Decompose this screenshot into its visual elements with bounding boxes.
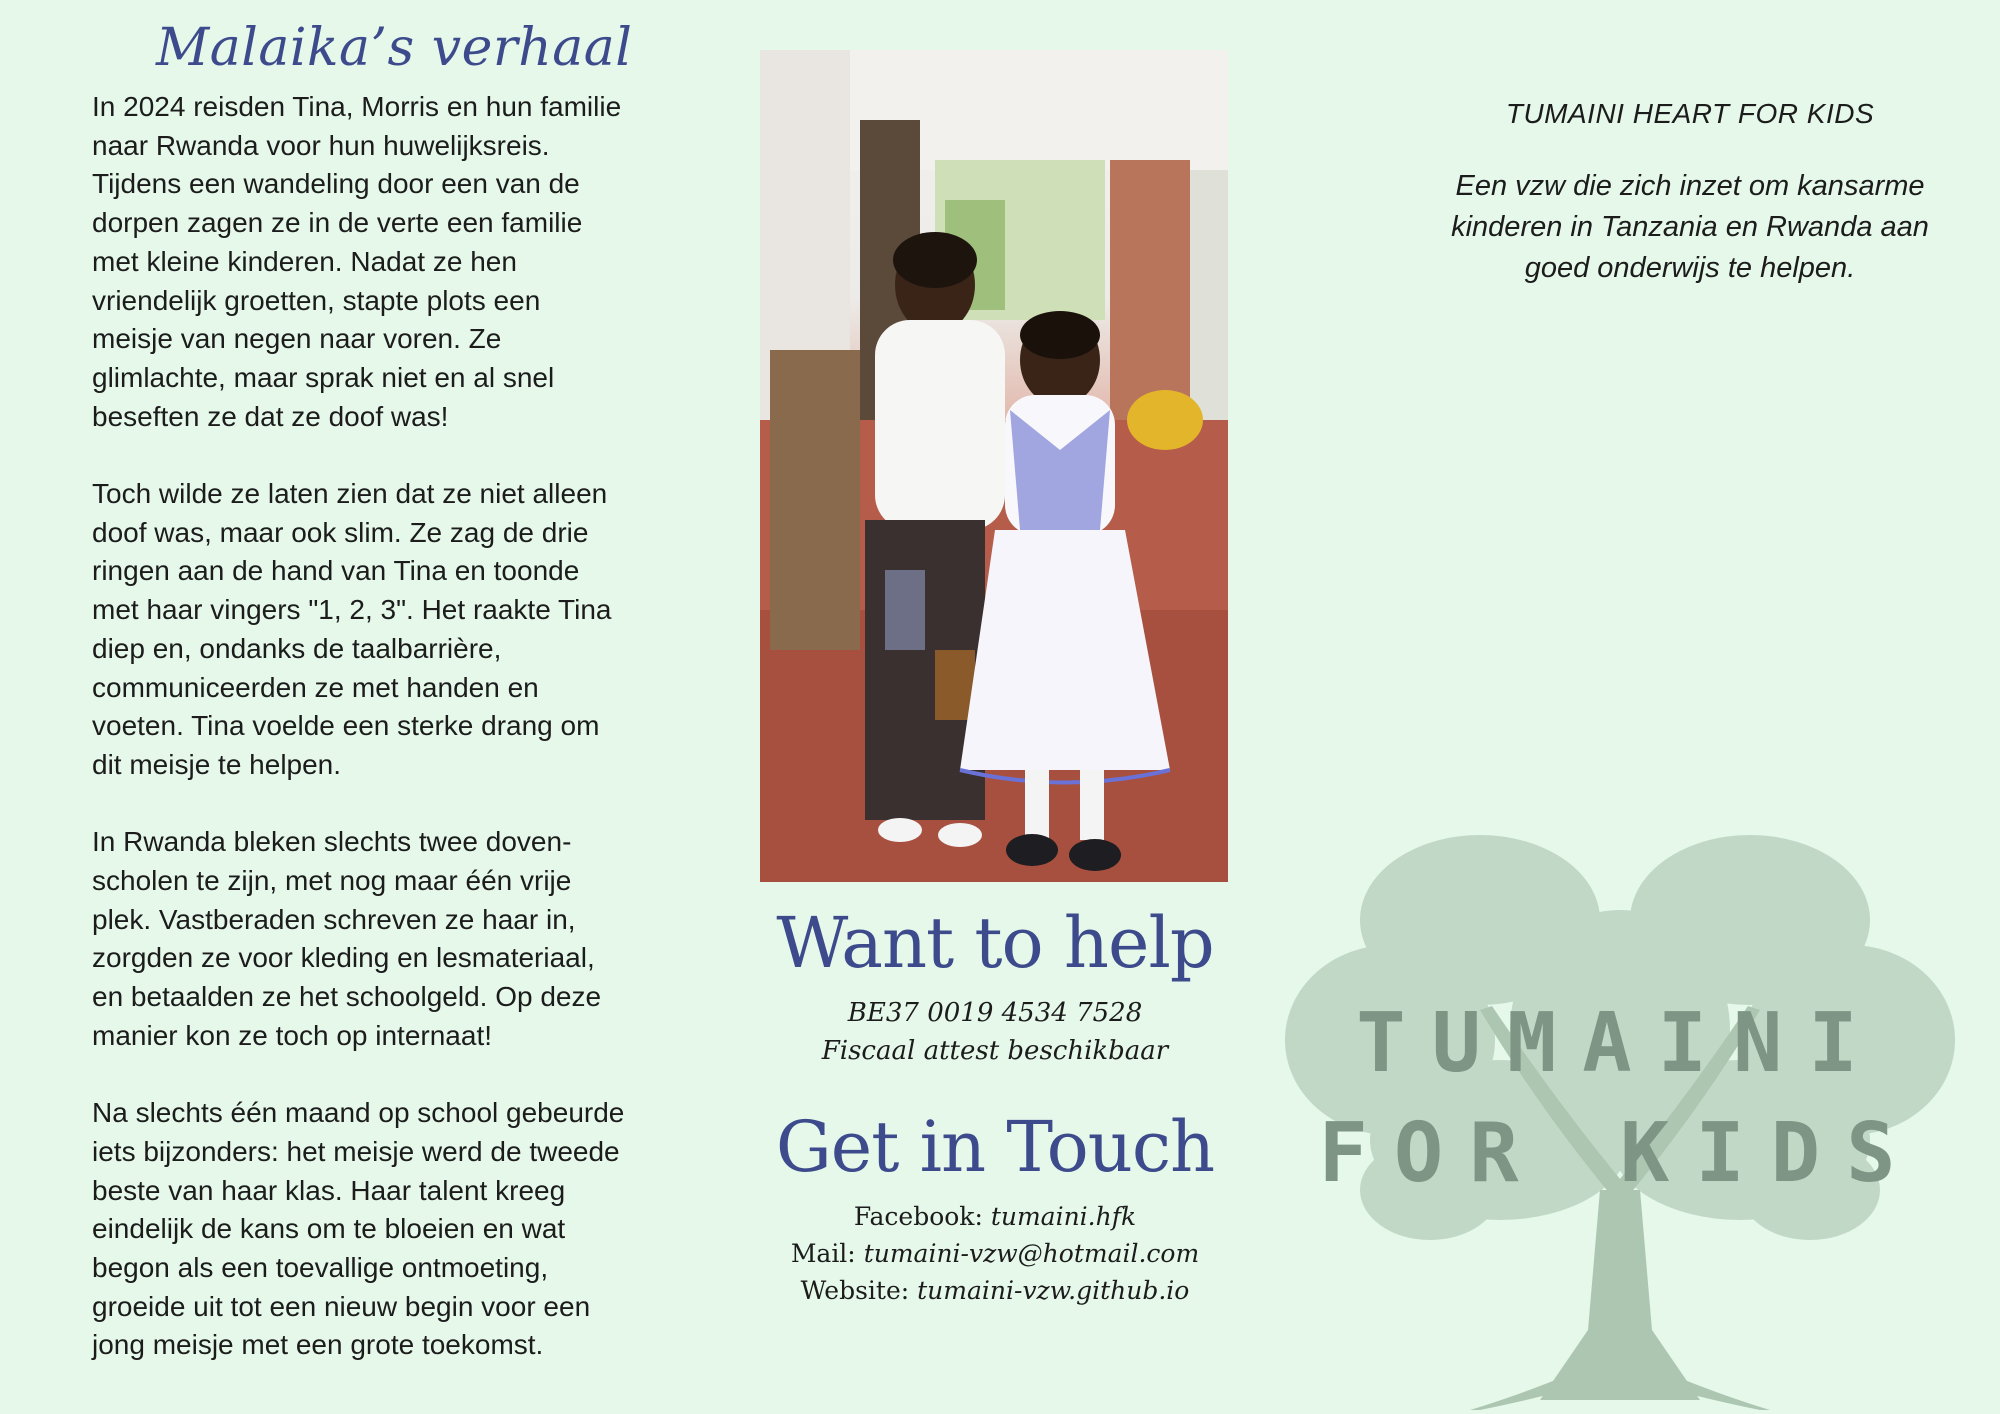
story-line: dit meisje te helpen. bbox=[92, 748, 342, 780]
description-line: kinderen in Tanzania en Rwanda aan bbox=[1451, 211, 1929, 243]
story-line: doof was, maar ook slim. Ze zag de drie bbox=[92, 516, 589, 548]
story-line: diep en, ondanks de taalbarrière, bbox=[92, 632, 502, 664]
story-line: zorgden ze voor kleding en lesmateriaal, bbox=[92, 942, 595, 974]
story-line: iets bijzonders: het meisje werd de tweede bbox=[92, 1135, 620, 1167]
contact-website bbox=[760, 1272, 1230, 1309]
story-line: plek. Vastberaden schreven ze haar in, bbox=[92, 903, 576, 935]
middle-column bbox=[760, 50, 1230, 1309]
story-line: dorpen zagen ze in de verte een familie bbox=[92, 207, 583, 239]
story-line: begon als een toevallige ontmoeting, bbox=[92, 1252, 549, 1284]
story-line: vriendelijk groetten, stapte plots een bbox=[92, 284, 541, 316]
story-line: naar Rwanda voor hun huwelijksreis. bbox=[92, 129, 550, 161]
story-line: voeten. Tina voelde een sterke drang om bbox=[92, 710, 600, 742]
contact-mail bbox=[760, 1235, 1230, 1272]
facebook-label: Facebook: bbox=[853, 1202, 983, 1231]
story-line: eindelijk de kans om te bloeien en wat bbox=[92, 1213, 566, 1245]
story-title: Malaika’s verhaal bbox=[156, 18, 633, 78]
story-line: met haar vingers "1, 2, 3". Het raakte Tina bbox=[92, 594, 612, 626]
logo-text-line-2: FOR KIDS bbox=[1318, 1106, 1922, 1201]
mail-link[interactable]: tumaini-vzw@hotmail.com bbox=[863, 1239, 1200, 1268]
story-line: met kleine kinderen. Nadat ze hen bbox=[92, 245, 517, 277]
story-line: en betaalden ze het schoolgeld. Op deze bbox=[92, 981, 602, 1013]
description-line: Een vzw die zich inzet om kansarme bbox=[1455, 170, 1925, 202]
bank-account-number: BE37 0019 4534 7528 bbox=[847, 998, 1143, 1028]
story-line: In Rwanda bleken slechts twee doven- bbox=[92, 826, 572, 858]
story-line: scholen te zijn, met nog maar één vrije bbox=[92, 865, 572, 897]
story-line: manier kon ze toch op internaat! bbox=[92, 1019, 493, 1051]
story-column bbox=[92, 18, 672, 1404]
contact-facebook bbox=[760, 1198, 1230, 1235]
get-in-touch-title: Get in Touch bbox=[775, 1106, 1215, 1188]
story-line: communiceerden ze met handen en bbox=[92, 671, 539, 703]
story-line: Na slechts één maand op school gebeurde bbox=[92, 1097, 625, 1129]
story-line: In 2024 reisden Tina, Morris en hun familie bbox=[92, 91, 622, 122]
story-paragraph-3 bbox=[92, 823, 672, 1055]
tumaini-tree-logo bbox=[1280, 810, 1960, 1410]
story-line: beseften ze dat ze doof was! bbox=[92, 400, 449, 432]
organisation-name: TUMAINI HEART FOR KIDS bbox=[1505, 98, 1875, 129]
want-to-help-title: Want to help bbox=[776, 902, 1214, 984]
website-label: Website: bbox=[800, 1276, 910, 1305]
story-line: meisje van negen naar voren. Ze bbox=[92, 323, 502, 355]
story-line: Toch wilde ze laten zien dat ze niet alleen bbox=[92, 478, 608, 510]
organisation-column bbox=[1410, 98, 1970, 289]
logo-text-line-1: TUMAINI bbox=[1356, 996, 1884, 1091]
story-line: jong meisje met een grote toekomst. bbox=[92, 1329, 544, 1361]
photo-illustration bbox=[760, 50, 1228, 882]
photo-mother-and-daughter bbox=[760, 50, 1228, 882]
mail-label: Mail: bbox=[790, 1239, 856, 1268]
story-paragraph-2 bbox=[92, 475, 672, 785]
website-link[interactable]: tumaini-vzw.github.io bbox=[917, 1276, 1190, 1305]
story-paragraph-4 bbox=[92, 1094, 672, 1365]
story-line: glimlachte, maar sprak niet en al snel bbox=[92, 361, 555, 393]
tax-certificate-note: Fiscaal attest beschikbaar bbox=[821, 1036, 1169, 1066]
story-line: ringen aan de hand van Tina en toonde bbox=[92, 555, 580, 587]
story-line: Tijdens een wandeling door een van de bbox=[92, 168, 580, 200]
organisation-description bbox=[1410, 166, 1970, 289]
story-line: groeide uit tot een nieuw begin voor een bbox=[92, 1290, 591, 1322]
description-line: goed onderwijs te helpen. bbox=[1524, 252, 1856, 284]
story-paragraph-1 bbox=[92, 88, 672, 436]
story-line: beste van haar klas. Haar talent kreeg bbox=[92, 1174, 566, 1206]
facebook-link[interactable]: tumaini.hfk bbox=[990, 1202, 1137, 1231]
